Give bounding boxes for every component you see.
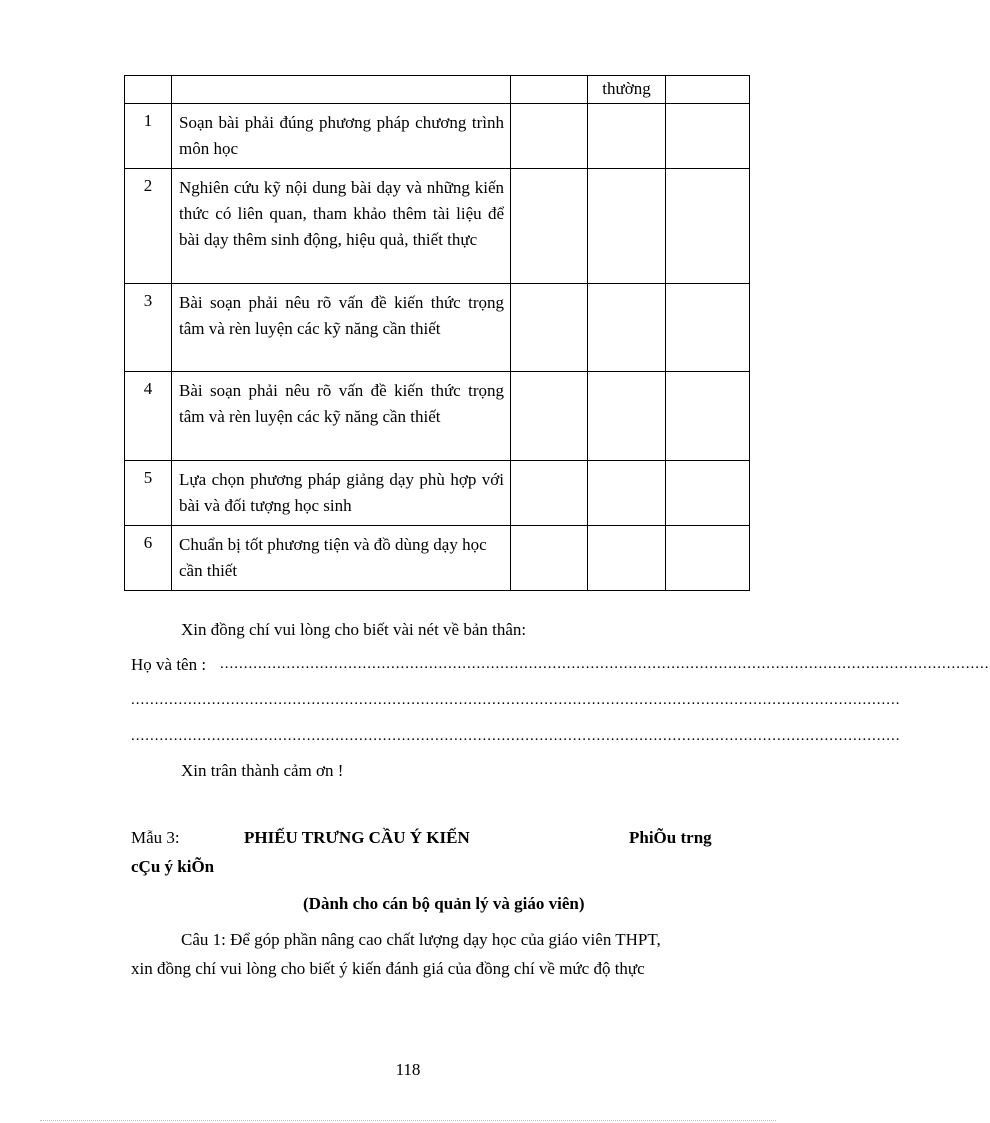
footer-divider xyxy=(40,1120,776,1121)
survey-table xyxy=(124,75,750,591)
rating-cell[interactable] xyxy=(511,284,588,372)
table-cell xyxy=(588,76,666,104)
rating-cell[interactable] xyxy=(666,461,750,526)
form-subtitle: (Dành cho cán bộ quản lý và giáo viên) xyxy=(303,894,585,913)
rating-cell[interactable] xyxy=(588,284,666,372)
table-cell xyxy=(172,76,511,104)
page-number: 118 xyxy=(395,1060,421,1079)
personal-intro: Xin đồng chí vui lòng cho biết vài nét về bản thân: xyxy=(181,620,527,639)
form-label: Mẫu 3: xyxy=(131,828,180,847)
rating-cell[interactable] xyxy=(666,104,750,169)
table-cell xyxy=(125,76,172,104)
row-text: Bài soạn phải nêu rõ vấn đề kiến thức trọng tâm và rèn luyện các kỹ năng cần thiết xyxy=(179,381,504,426)
table-row xyxy=(125,169,750,284)
rating-cell[interactable] xyxy=(511,461,588,526)
row-number: 2 xyxy=(143,176,153,195)
table-row xyxy=(125,461,750,526)
row-text: Nghiên cứu kỹ nội dung bài dạy và những kiến thức có liên quan, tham khảo thêm tài liệu để bài dạy thêm sinh động, hiệu quả, thiết thực xyxy=(179,178,504,249)
name-label: Họ và tên : xyxy=(131,655,207,674)
rating-cell[interactable] xyxy=(511,169,588,284)
rating-cell[interactable] xyxy=(666,169,750,284)
row-number: 4 xyxy=(143,379,153,398)
table-row xyxy=(125,372,750,461)
table-row xyxy=(125,526,750,591)
row-text: Bài soạn phải nêu rõ vấn đề kiến thức trọng tâm và rèn luyện các kỹ năng cần thiết xyxy=(179,293,504,338)
table-header-row xyxy=(125,76,750,104)
row-text: Soạn bài phải đúng phương pháp chương trình môn học xyxy=(179,113,504,158)
table-row xyxy=(125,284,750,372)
rating-cell[interactable] xyxy=(588,169,666,284)
row-number: 5 xyxy=(143,468,153,487)
form-title-garbled-2: cÇu ý kiÕn xyxy=(131,857,215,876)
row-number: 6 xyxy=(143,533,153,552)
form-title-garbled-1: PhiÕu trng xyxy=(629,828,712,847)
rating-cell[interactable] xyxy=(666,526,750,591)
row-text: Lựa chọn phương pháp giảng dạy phù hợp với bài và đối tượng học sinh xyxy=(179,470,504,515)
row-number: 1 xyxy=(143,111,153,130)
form-title: PHIẾU TRƯNG CẦU Ý KIẾN xyxy=(244,828,470,847)
table-cell xyxy=(511,76,588,104)
rating-cell[interactable] xyxy=(511,104,588,169)
rating-cell[interactable] xyxy=(588,372,666,461)
rating-cell[interactable] xyxy=(666,284,750,372)
info-line-2[interactable]: .................................................................................................................................................................. xyxy=(131,728,901,744)
question-1-line-2: xin đồng chí vui lòng cho biết ý kiến đánh giá của đồng chí về mức độ thực xyxy=(131,959,645,978)
rating-cell[interactable] xyxy=(588,526,666,591)
rating-cell[interactable] xyxy=(511,526,588,591)
header-cell-text: thường xyxy=(602,79,651,98)
name-field[interactable]: .................................................................................................................................................................. xyxy=(220,656,990,672)
table-row xyxy=(125,104,750,169)
rating-cell[interactable] xyxy=(588,104,666,169)
thanks-text: Xin trân thành cảm ơn ! xyxy=(181,761,344,780)
question-1-line-1: Câu 1: Để góp phần nâng cao chất lượng dạy học của giáo viên THPT, xyxy=(181,930,661,949)
row-number: 3 xyxy=(143,291,153,310)
info-line-1[interactable]: .................................................................................................................................................................. xyxy=(131,692,901,708)
row-text: Chuẩn bị tốt phương tiện và đồ dùng dạy học cần thiết xyxy=(179,535,487,580)
rating-cell[interactable] xyxy=(511,372,588,461)
table-cell xyxy=(666,76,750,104)
rating-cell[interactable] xyxy=(588,461,666,526)
rating-cell[interactable] xyxy=(666,372,750,461)
